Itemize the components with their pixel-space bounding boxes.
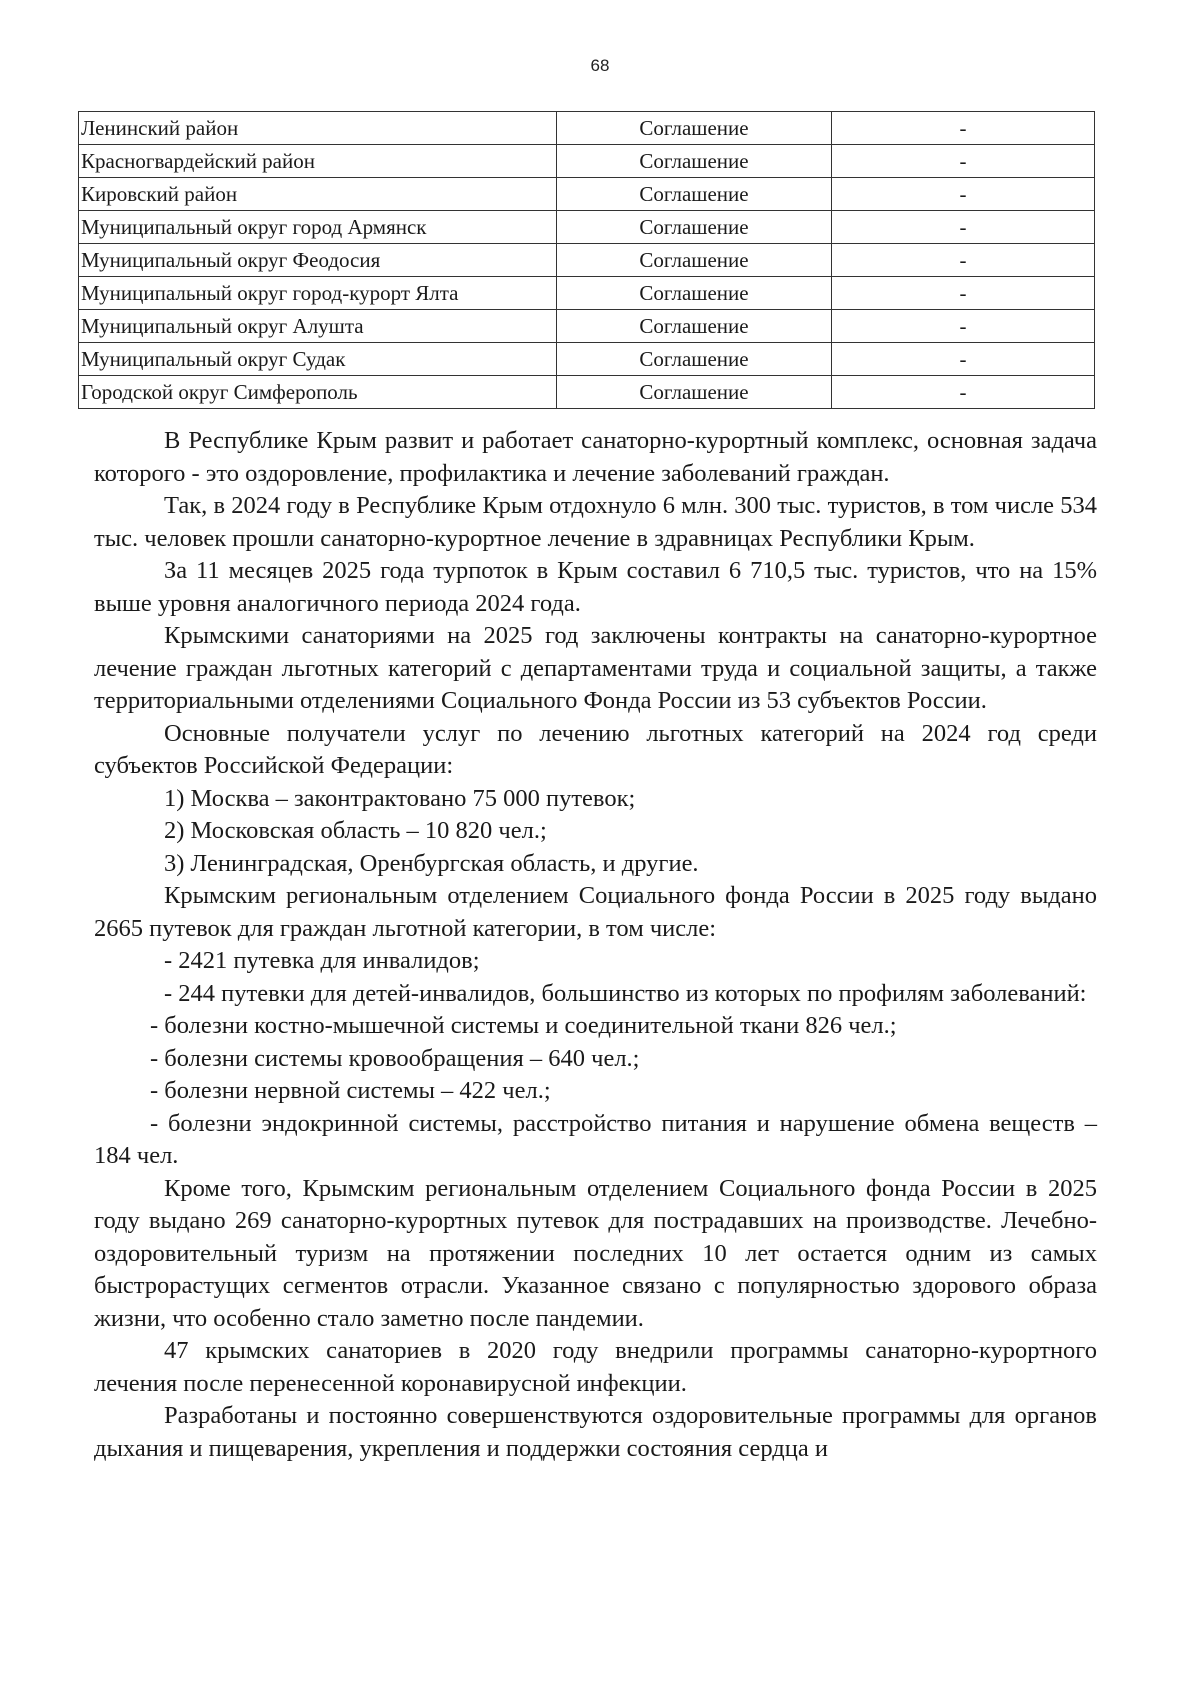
region-name-cell: Кировский район: [79, 178, 557, 211]
region-name-cell: Муниципальный округ город-курорт Ялта: [79, 277, 557, 310]
paragraph: 47 крымских санаториев в 2020 году внедрили программы санаторно-курортного лечения после перенесенной коронавирусной инфекции.: [94, 1337, 1097, 1397]
region-name-cell: Муниципальный округ город Армянск: [79, 211, 557, 244]
list-item: - болезни эндокринной системы, расстройство питания и нарушение обмена веществ – 184 чел.: [94, 1109, 1097, 1169]
document-type-cell: Соглашение: [557, 277, 832, 310]
document-type-cell: Соглашение: [557, 310, 832, 343]
table-row: [79, 178, 1095, 211]
region-name-cell: Городской округ Симферополь: [79, 376, 557, 409]
region-name-cell: Ленинский район: [79, 112, 557, 145]
document-type-cell: Соглашение: [557, 376, 832, 409]
paragraph: Основные получатели услуг по лечению льготных категорий на 2024 год среди субъектов Российской Федерации:: [94, 719, 1097, 779]
value-cell: -: [832, 244, 1095, 277]
region-name-cell: Муниципальный округ Алушта: [79, 310, 557, 343]
page-number: 68: [590, 56, 610, 75]
regions-table: [78, 111, 1095, 409]
value-cell: -: [832, 112, 1095, 145]
value-cell: -: [832, 376, 1095, 409]
value-cell: -: [832, 277, 1095, 310]
paragraph: Крымским региональным отделением Социального фонда России в 2025 году выдано 2665 путевок для граждан льготной категории, в том числе:: [94, 882, 1097, 942]
table-row: [79, 112, 1095, 145]
paragraph: В Республике Крым развит и работает санаторно-курортный комплекс, основная задача которого - это оздоровление, профилактика и лечение заболеваний граждан.: [94, 427, 1097, 487]
value-cell: -: [832, 145, 1095, 178]
value-cell: -: [832, 343, 1095, 376]
list-item: - 244 путевки для детей-инвалидов, большинство из которых по профилям заболеваний:: [164, 979, 1087, 1007]
table-row: [79, 376, 1095, 409]
region-name-cell: Красногвардейский район: [79, 145, 557, 178]
document-type-cell: Соглашение: [557, 112, 832, 145]
table-row: [79, 145, 1095, 178]
list-item: - 2421 путевка для инвалидов;: [164, 947, 480, 974]
document-type-cell: Соглашение: [557, 211, 832, 244]
body-text: [94, 425, 1097, 1465]
table-row: [79, 244, 1095, 277]
list-item: - болезни нервной системы – 422 чел.;: [150, 1077, 551, 1104]
list-item: 1) Москва – законтрактовано 75 000 путевок;: [164, 784, 636, 812]
region-name-cell: Муниципальный округ Судак: [79, 343, 557, 376]
table-row: [79, 343, 1095, 376]
table-row: [79, 211, 1095, 244]
list-item: 2) Московская область – 10 820 чел.;: [164, 817, 547, 844]
list-item: 3) Ленинградская, Оренбургская область, и другие.: [164, 849, 699, 877]
value-cell: -: [832, 310, 1095, 343]
list-item: - болезни системы кровообращения – 640 чел.;: [150, 1044, 640, 1072]
value-cell: -: [832, 178, 1095, 211]
region-name-cell: Муниципальный округ Феодосия: [79, 244, 557, 277]
table-row: [79, 277, 1095, 310]
paragraph: Так, в 2024 году в Республике Крым отдохнуло 6 млн. 300 тыс. туристов, в том числе 534 тыс. человек прошли санаторно-курортное лечение в здравницах Республики Крым.: [94, 492, 1097, 552]
value-cell: -: [832, 211, 1095, 244]
document-type-cell: Соглашение: [557, 343, 832, 376]
document-type-cell: Соглашение: [557, 178, 832, 211]
paragraph: Разработаны и постоянно совершенствуются оздоровительные программы для органов дыхания и пищеварения, укрепления и поддержки состояния сердца и: [94, 1402, 1097, 1462]
list-item: - болезни костно-мышечной системы и соединительной ткани 826 чел.;: [150, 1012, 897, 1039]
table-row: [79, 310, 1095, 343]
document-type-cell: Соглашение: [557, 145, 832, 178]
document-type-cell: Соглашение: [557, 244, 832, 277]
paragraph: За 11 месяцев 2025 года турпоток в Крым составил 6 710,5 тыс. туристов, что на 15% выше уровня аналогичного периода 2024 года.: [94, 557, 1097, 617]
paragraph: Крымскими санаториями на 2025 год заключены контракты на санаторно-курортное лечение граждан льготных категорий с департаментами труда и социальной защиты, а также территориальными отделениями Социального Фонда России из 53 субъектов России.: [94, 622, 1097, 714]
paragraph: Кроме того, Крымским региональным отделением Социального фонда России в 2025 году выдано 269 санаторно-курортных путевок для пострадавших на производстве. Лечебно-оздоровительный туризм на протяжении последних 10 лет остается одним из самых быстрорастущих сегментов отрасли. Указанное связано с популярностью здорового образа жизни, что особенно стало заметно после пандемии.: [94, 1174, 1097, 1332]
